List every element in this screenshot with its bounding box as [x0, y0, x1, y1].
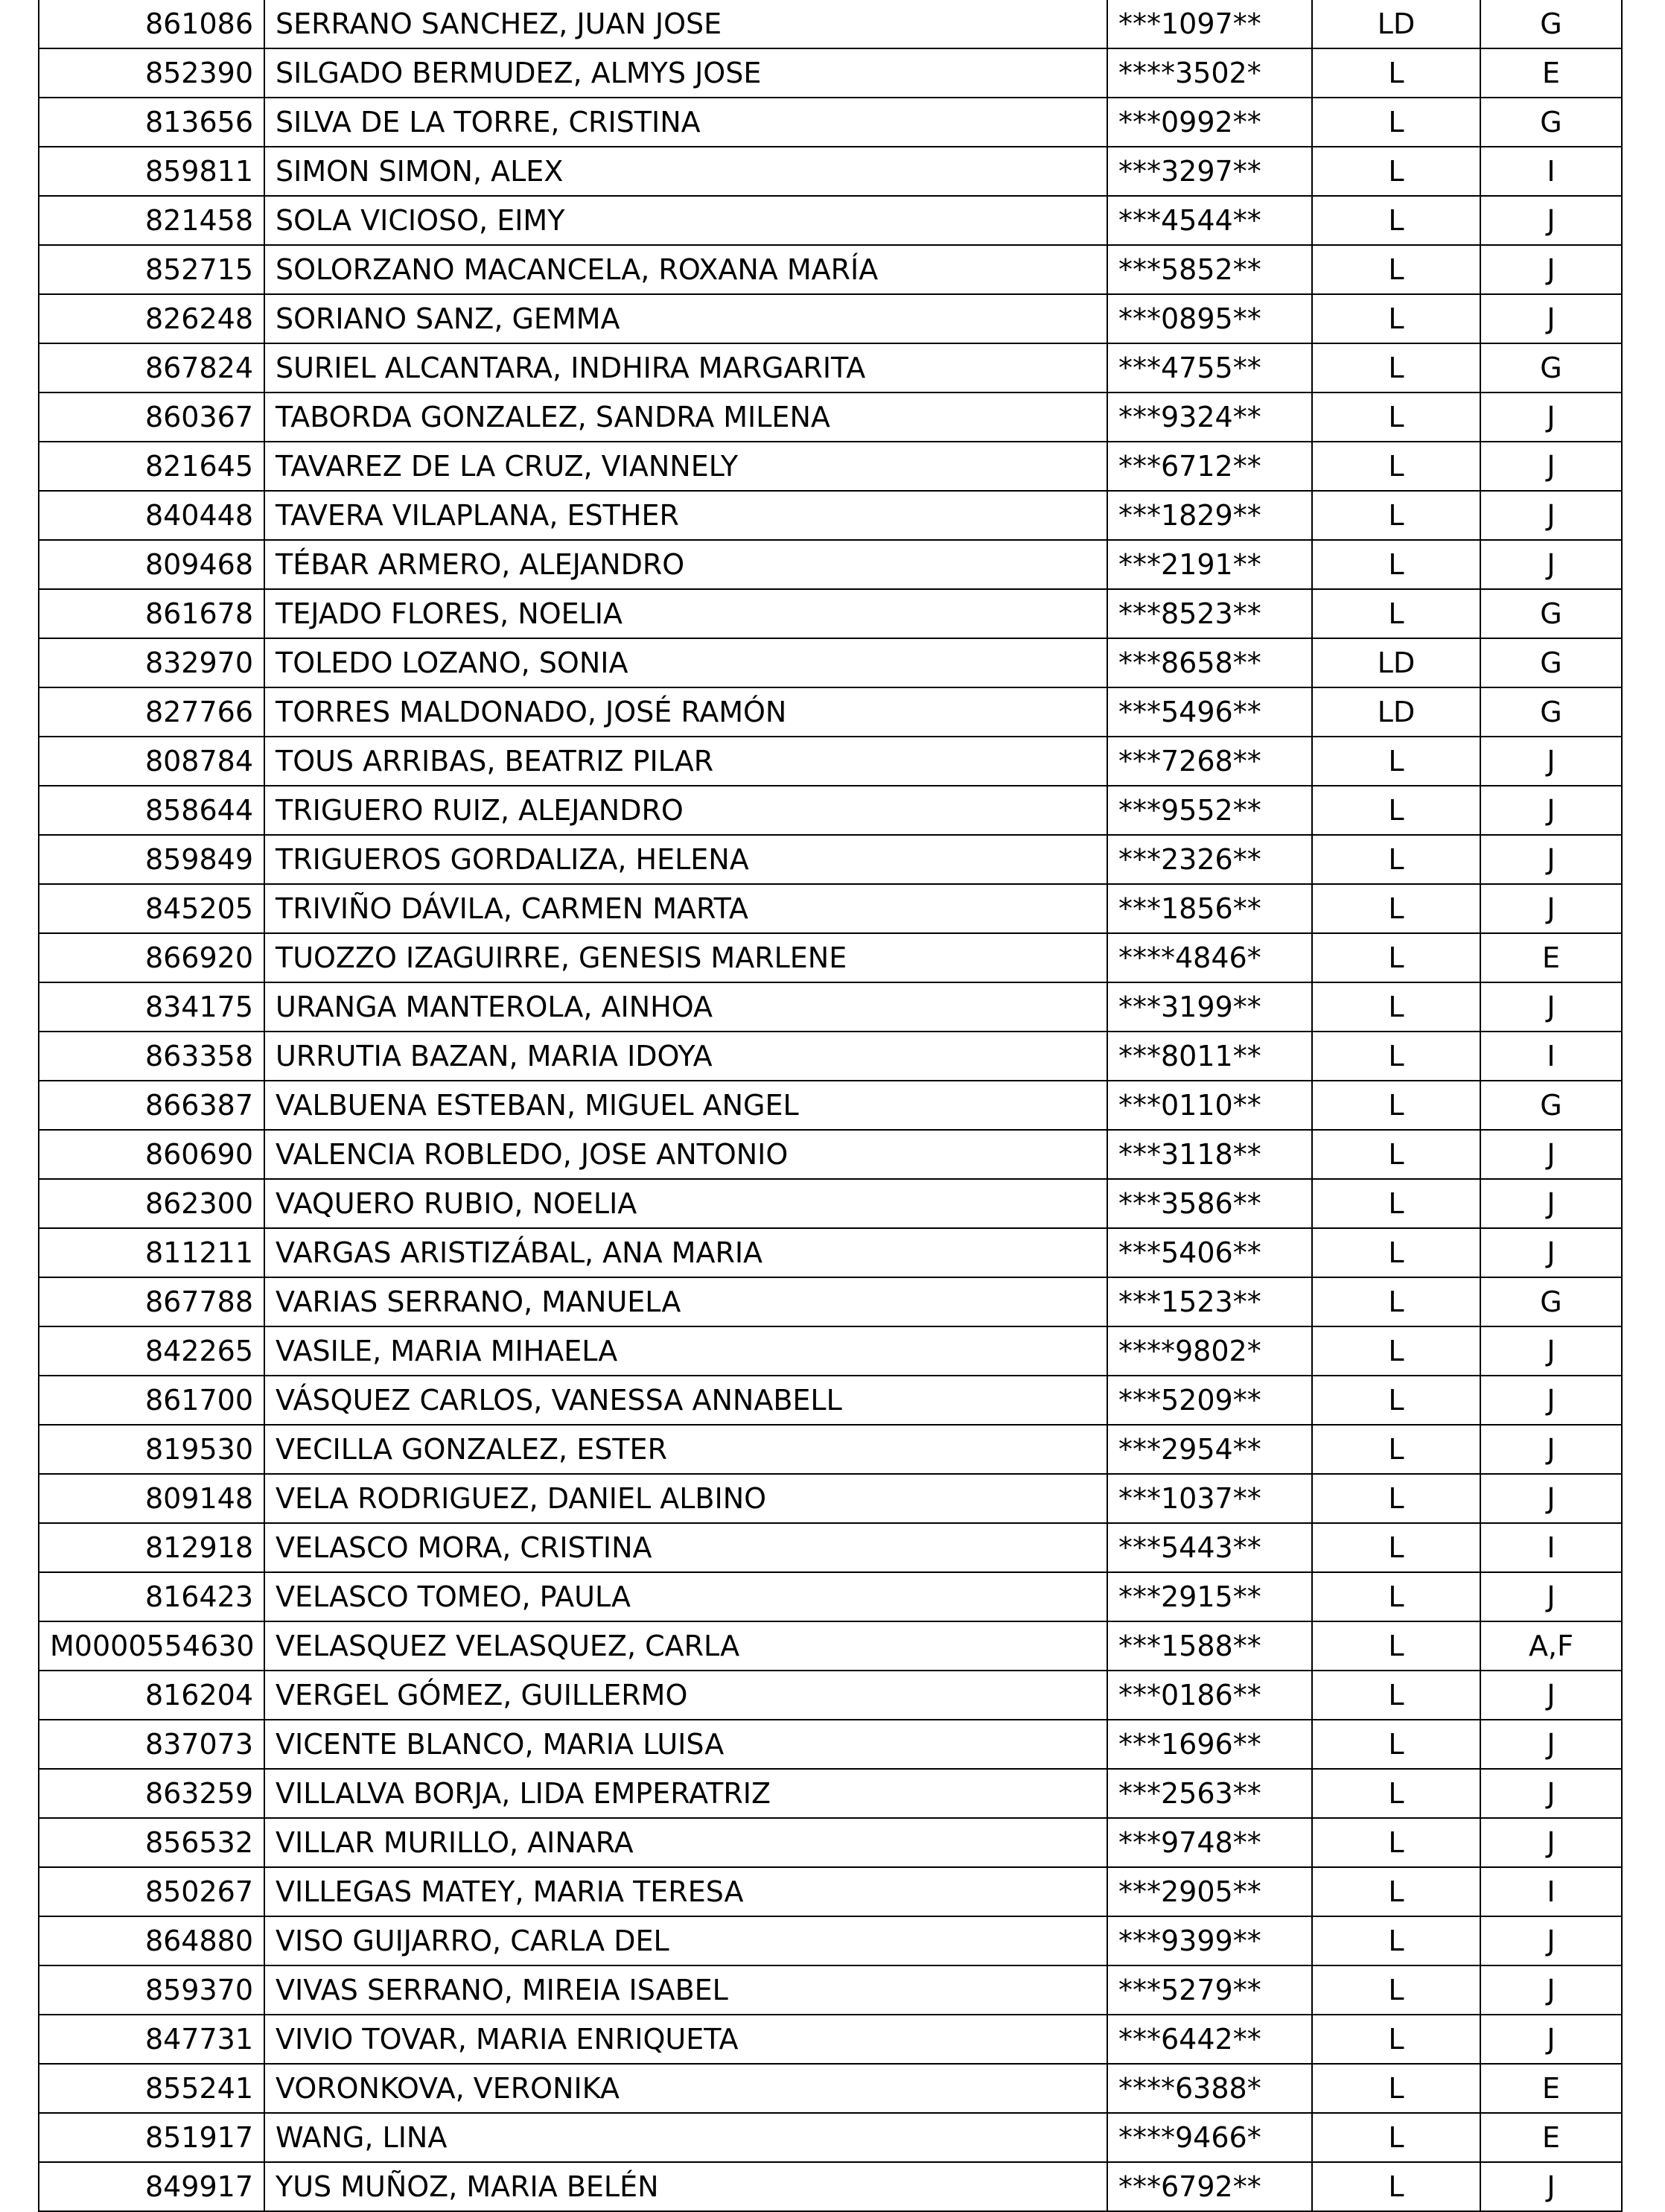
row-dni: ****9802* — [1107, 1326, 1312, 1376]
row-dni: ***0992** — [1107, 98, 1312, 147]
row-type: L — [1312, 1326, 1480, 1376]
row-dni: ***5852** — [1107, 245, 1312, 294]
table-row — [39, 1130, 1622, 1179]
row-code: 862300 — [39, 1179, 264, 1228]
row-type: L — [1312, 1572, 1480, 1621]
table-row — [39, 982, 1622, 1032]
row-code: 813656 — [39, 98, 264, 147]
table-row — [39, 0, 1622, 48]
candidate-table-body — [39, 0, 1622, 2211]
row-dni: ****4846* — [1107, 933, 1312, 982]
row-code: 851917 — [39, 2113, 264, 2162]
row-type: L — [1312, 2064, 1480, 2113]
row-code: M0000554630 — [39, 1621, 264, 1671]
row-type: L — [1312, 98, 1480, 147]
row-code: 809148 — [39, 1474, 264, 1523]
row-group: I — [1480, 147, 1622, 196]
row-group: J — [1480, 737, 1622, 786]
row-code: 861678 — [39, 589, 264, 638]
row-group: J — [1480, 786, 1622, 835]
row-type: L — [1312, 1671, 1480, 1720]
table-row — [39, 737, 1622, 786]
table-row — [39, 1818, 1622, 1867]
table-row — [39, 2064, 1622, 2113]
row-type: L — [1312, 982, 1480, 1032]
row-type: L — [1312, 589, 1480, 638]
row-type: L — [1312, 1228, 1480, 1277]
row-dni: ****3502* — [1107, 48, 1312, 98]
row-dni: ***1829** — [1107, 491, 1312, 540]
table-row — [39, 98, 1622, 147]
row-type: L — [1312, 1081, 1480, 1130]
row-code: 859370 — [39, 1965, 264, 2015]
table-row — [39, 1081, 1622, 1130]
row-group: J — [1480, 294, 1622, 343]
row-code: 860367 — [39, 392, 264, 442]
row-code: 834175 — [39, 982, 264, 1032]
table-row — [39, 1572, 1622, 1621]
row-dni: ****9466* — [1107, 2113, 1312, 2162]
row-type: LD — [1312, 638, 1480, 687]
row-code: 866387 — [39, 1081, 264, 1130]
table-row — [39, 196, 1622, 245]
row-name: TOUS ARRIBAS, BEATRIZ PILAR — [264, 737, 1107, 786]
table-row — [39, 1720, 1622, 1769]
row-name: YUS MUÑOZ, MARIA BELÉN — [264, 2162, 1107, 2211]
row-dni: ***2954** — [1107, 1425, 1312, 1474]
row-code: 852390 — [39, 48, 264, 98]
table-row — [39, 1228, 1622, 1277]
row-name: TRIGUERO RUIZ, ALEJANDRO — [264, 786, 1107, 835]
row-group: J — [1480, 1179, 1622, 1228]
row-dni: ***3586** — [1107, 1179, 1312, 1228]
row-dni: ***3199** — [1107, 982, 1312, 1032]
row-group: J — [1480, 1916, 1622, 1965]
row-name: VILLALVA BORJA, LIDA EMPERATRIZ — [264, 1769, 1107, 1818]
row-name: VORONKOVA, VERONIKA — [264, 2064, 1107, 2113]
row-dni: ***9552** — [1107, 786, 1312, 835]
row-group: G — [1480, 1081, 1622, 1130]
row-group: J — [1480, 1326, 1622, 1376]
row-type: L — [1312, 2162, 1480, 2211]
row-group: J — [1480, 540, 1622, 589]
row-group: E — [1480, 933, 1622, 982]
row-group: J — [1480, 884, 1622, 933]
row-name: VIVIO TOVAR, MARIA ENRIQUETA — [264, 2015, 1107, 2064]
row-group: E — [1480, 2113, 1622, 2162]
row-name: VELASQUEZ VELASQUEZ, CARLA — [264, 1621, 1107, 1671]
row-name: SILVA DE LA TORRE, CRISTINA — [264, 98, 1107, 147]
table-row — [39, 1376, 1622, 1425]
table-row — [39, 1179, 1622, 1228]
table-row — [39, 48, 1622, 98]
row-group: J — [1480, 491, 1622, 540]
row-dni: ***2326** — [1107, 835, 1312, 884]
table-row — [39, 1425, 1622, 1474]
row-dni: ***2191** — [1107, 540, 1312, 589]
row-code: 827766 — [39, 687, 264, 737]
row-name: VILLEGAS MATEY, MARIA TERESA — [264, 1867, 1107, 1916]
table-row — [39, 835, 1622, 884]
row-group: J — [1480, 1425, 1622, 1474]
row-name: VERGEL GÓMEZ, GUILLERMO — [264, 1671, 1107, 1720]
row-name: SILGADO BERMUDEZ, ALMYS JOSE — [264, 48, 1107, 98]
row-type: L — [1312, 1277, 1480, 1326]
row-code: 821458 — [39, 196, 264, 245]
row-group: J — [1480, 2015, 1622, 2064]
table-row — [39, 1916, 1622, 1965]
row-type: L — [1312, 294, 1480, 343]
row-dni: ***3118** — [1107, 1130, 1312, 1179]
row-dni: ***0110** — [1107, 1081, 1312, 1130]
row-code: 840448 — [39, 491, 264, 540]
row-name: TAVERA VILAPLANA, ESTHER — [264, 491, 1107, 540]
row-group: E — [1480, 2064, 1622, 2113]
row-group: I — [1480, 1867, 1622, 1916]
row-code: 856532 — [39, 1818, 264, 1867]
row-name: VILLAR MURILLO, AINARA — [264, 1818, 1107, 1867]
row-type: L — [1312, 1179, 1480, 1228]
row-group: G — [1480, 98, 1622, 147]
row-dni: ***4544** — [1107, 196, 1312, 245]
row-name: TUOZZO IZAGUIRRE, GENESIS MARLENE — [264, 933, 1107, 982]
row-code: 832970 — [39, 638, 264, 687]
row-group: G — [1480, 1277, 1622, 1326]
row-name: VELASCO TOMEO, PAULA — [264, 1572, 1107, 1621]
row-code: 864880 — [39, 1916, 264, 1965]
row-type: L — [1312, 1769, 1480, 1818]
row-name: VALENCIA ROBLEDO, JOSE ANTONIO — [264, 1130, 1107, 1179]
row-name: TRIVIÑO DÁVILA, CARMEN MARTA — [264, 884, 1107, 933]
row-type: L — [1312, 737, 1480, 786]
row-dni: ***5496** — [1107, 687, 1312, 737]
row-type: L — [1312, 2113, 1480, 2162]
table-row — [39, 1621, 1622, 1671]
row-code: 867788 — [39, 1277, 264, 1326]
table-row — [39, 687, 1622, 737]
row-code: 812918 — [39, 1523, 264, 1572]
row-group: J — [1480, 1769, 1622, 1818]
row-name: TORRES MALDONADO, JOSÉ RAMÓN — [264, 687, 1107, 737]
row-dni: ***7268** — [1107, 737, 1312, 786]
table-row — [39, 1277, 1622, 1326]
row-dni: ***4755** — [1107, 343, 1312, 392]
row-type: L — [1312, 1376, 1480, 1425]
row-code: 816204 — [39, 1671, 264, 1720]
row-type: L — [1312, 48, 1480, 98]
row-dni: ***5443** — [1107, 1523, 1312, 1572]
table-row — [39, 884, 1622, 933]
row-group: J — [1480, 1720, 1622, 1769]
row-code: 849917 — [39, 2162, 264, 2211]
row-dni: ***6442** — [1107, 2015, 1312, 2064]
table-row — [39, 1867, 1622, 1916]
row-name: TOLEDO LOZANO, SONIA — [264, 638, 1107, 687]
row-code: 861700 — [39, 1376, 264, 1425]
row-dni: ***1097** — [1107, 0, 1312, 48]
row-code: 808784 — [39, 737, 264, 786]
row-dni: ***8523** — [1107, 589, 1312, 638]
table-row — [39, 2162, 1622, 2211]
row-group: J — [1480, 1130, 1622, 1179]
row-code: 850267 — [39, 1867, 264, 1916]
row-code: 847731 — [39, 2015, 264, 2064]
row-name: VELA RODRIGUEZ, DANIEL ALBINO — [264, 1474, 1107, 1523]
table-row — [39, 147, 1622, 196]
row-dni: ***9748** — [1107, 1818, 1312, 1867]
row-name: VASILE, MARIA MIHAELA — [264, 1326, 1107, 1376]
row-code: 809468 — [39, 540, 264, 589]
row-dni: ***9399** — [1107, 1916, 1312, 1965]
row-type: L — [1312, 1621, 1480, 1671]
row-group: J — [1480, 835, 1622, 884]
row-name: URANGA MANTEROLA, AINHOA — [264, 982, 1107, 1032]
table-row — [39, 392, 1622, 442]
row-type: L — [1312, 835, 1480, 884]
row-name: SERRANO SANCHEZ, JUAN JOSE — [264, 0, 1107, 48]
row-name: SORIANO SANZ, GEMMA — [264, 294, 1107, 343]
row-group: J — [1480, 1818, 1622, 1867]
row-group: J — [1480, 1965, 1622, 2015]
row-group: G — [1480, 687, 1622, 737]
row-name: VARIAS SERRANO, MANUELA — [264, 1277, 1107, 1326]
row-name: SOLORZANO MACANCELA, ROXANA MARÍA — [264, 245, 1107, 294]
row-group: E — [1480, 48, 1622, 98]
row-code: 852715 — [39, 245, 264, 294]
row-dni: ***8011** — [1107, 1032, 1312, 1081]
row-group: J — [1480, 1474, 1622, 1523]
row-type: LD — [1312, 687, 1480, 737]
row-name: WANG, LINA — [264, 2113, 1107, 2162]
row-dni: ***2563** — [1107, 1769, 1312, 1818]
row-group: J — [1480, 1376, 1622, 1425]
row-code: 863259 — [39, 1769, 264, 1818]
table-row — [39, 1965, 1622, 2015]
row-dni: ***9324** — [1107, 392, 1312, 442]
row-name: SIMON SIMON, ALEX — [264, 147, 1107, 196]
row-type: LD — [1312, 0, 1480, 48]
table-row — [39, 1769, 1622, 1818]
row-type: L — [1312, 933, 1480, 982]
row-name: VISO GUIJARRO, CARLA DEL — [264, 1916, 1107, 1965]
row-group: J — [1480, 392, 1622, 442]
row-name: SURIEL ALCANTARA, INDHIRA MARGARITA — [264, 343, 1107, 392]
row-code: 859811 — [39, 147, 264, 196]
row-name: TRIGUEROS GORDALIZA, HELENA — [264, 835, 1107, 884]
table-row — [39, 343, 1622, 392]
row-group: J — [1480, 245, 1622, 294]
row-group: G — [1480, 0, 1622, 48]
row-code: 855241 — [39, 2064, 264, 2113]
row-type: L — [1312, 884, 1480, 933]
row-type: L — [1312, 1916, 1480, 1965]
row-name: TEJADO FLORES, NOELIA — [264, 589, 1107, 638]
row-group: J — [1480, 2162, 1622, 2211]
row-code: 819530 — [39, 1425, 264, 1474]
row-type: L — [1312, 343, 1480, 392]
table-row — [39, 442, 1622, 491]
row-dni: ***5406** — [1107, 1228, 1312, 1277]
row-type: L — [1312, 1032, 1480, 1081]
row-code: 858644 — [39, 786, 264, 835]
table-row — [39, 1671, 1622, 1720]
table-row — [39, 1032, 1622, 1081]
table-row — [39, 1474, 1622, 1523]
row-type: L — [1312, 2015, 1480, 2064]
table-row — [39, 1326, 1622, 1376]
table-row — [39, 491, 1622, 540]
row-name: VAQUERO RUBIO, NOELIA — [264, 1179, 1107, 1228]
row-dni: ***2905** — [1107, 1867, 1312, 1916]
row-type: L — [1312, 1965, 1480, 2015]
row-code: 860690 — [39, 1130, 264, 1179]
row-code: 863358 — [39, 1032, 264, 1081]
row-group: J — [1480, 1228, 1622, 1277]
row-group: J — [1480, 982, 1622, 1032]
row-type: L — [1312, 147, 1480, 196]
row-type: L — [1312, 196, 1480, 245]
table-row — [39, 2015, 1622, 2064]
row-code: 859849 — [39, 835, 264, 884]
table-row — [39, 1523, 1622, 1572]
row-dni: ***8658** — [1107, 638, 1312, 687]
row-type: L — [1312, 245, 1480, 294]
table-row — [39, 589, 1622, 638]
row-name: URRUTIA BAZAN, MARIA IDOYA — [264, 1032, 1107, 1081]
row-code: 811211 — [39, 1228, 264, 1277]
row-dni: ****6388* — [1107, 2064, 1312, 2113]
row-code: 861086 — [39, 0, 264, 48]
row-dni: ***1523** — [1107, 1277, 1312, 1326]
row-type: L — [1312, 392, 1480, 442]
row-type: L — [1312, 1425, 1480, 1474]
row-code: 837073 — [39, 1720, 264, 1769]
row-type: L — [1312, 1720, 1480, 1769]
row-dni: ***1037** — [1107, 1474, 1312, 1523]
row-name: VICENTE BLANCO, MARIA LUISA — [264, 1720, 1107, 1769]
row-code: 845205 — [39, 884, 264, 933]
row-type: L — [1312, 1523, 1480, 1572]
row-dni: ***1856** — [1107, 884, 1312, 933]
row-dni: ***2915** — [1107, 1572, 1312, 1621]
row-name: VELASCO MORA, CRISTINA — [264, 1523, 1107, 1572]
candidate-table — [38, 0, 1623, 2212]
row-group: G — [1480, 638, 1622, 687]
table-row — [39, 294, 1622, 343]
row-dni: ***1696** — [1107, 1720, 1312, 1769]
row-name: VIVAS SERRANO, MIREIA ISABEL — [264, 1965, 1107, 2015]
table-row — [39, 245, 1622, 294]
table-row — [39, 540, 1622, 589]
row-type: L — [1312, 1818, 1480, 1867]
row-group: J — [1480, 1671, 1622, 1720]
row-name: VARGAS ARISTIZÁBAL, ANA MARIA — [264, 1228, 1107, 1277]
row-code: 842265 — [39, 1326, 264, 1376]
row-type: L — [1312, 540, 1480, 589]
row-code: 866920 — [39, 933, 264, 982]
row-name: SOLA VICIOSO, EIMY — [264, 196, 1107, 245]
row-name: VÁSQUEZ CARLOS, VANESSA ANNABELL — [264, 1376, 1107, 1425]
row-type: L — [1312, 1867, 1480, 1916]
row-group: J — [1480, 196, 1622, 245]
row-name: VALBUENA ESTEBAN, MIGUEL ANGEL — [264, 1081, 1107, 1130]
row-code: 867824 — [39, 343, 264, 392]
row-type: L — [1312, 491, 1480, 540]
row-group: G — [1480, 589, 1622, 638]
row-dni: ***6792** — [1107, 2162, 1312, 2211]
row-dni: ***6712** — [1107, 442, 1312, 491]
row-group: I — [1480, 1523, 1622, 1572]
row-name: TAVAREZ DE LA CRUZ, VIANNELY — [264, 442, 1107, 491]
row-group: J — [1480, 442, 1622, 491]
row-type: L — [1312, 1474, 1480, 1523]
row-group: J — [1480, 1572, 1622, 1621]
row-dni: ***3297** — [1107, 147, 1312, 196]
row-type: L — [1312, 786, 1480, 835]
row-code: 816423 — [39, 1572, 264, 1621]
row-code: 821645 — [39, 442, 264, 491]
row-name: VECILLA GONZALEZ, ESTER — [264, 1425, 1107, 1474]
row-type: L — [1312, 442, 1480, 491]
row-dni: ***5209** — [1107, 1376, 1312, 1425]
table-row — [39, 933, 1622, 982]
row-dni: ***0895** — [1107, 294, 1312, 343]
table-row — [39, 2113, 1622, 2162]
row-name: TÉBAR ARMERO, ALEJANDRO — [264, 540, 1107, 589]
row-name: TABORDA GONZALEZ, SANDRA MILENA — [264, 392, 1107, 442]
row-dni: ***5279** — [1107, 1965, 1312, 2015]
row-code: 826248 — [39, 294, 264, 343]
row-type: L — [1312, 1130, 1480, 1179]
table-row — [39, 786, 1622, 835]
table-row — [39, 638, 1622, 687]
row-dni: ***0186** — [1107, 1671, 1312, 1720]
row-dni: ***1588** — [1107, 1621, 1312, 1671]
row-group: G — [1480, 343, 1622, 392]
row-group: A,F — [1480, 1621, 1622, 1671]
row-group: I — [1480, 1032, 1622, 1081]
